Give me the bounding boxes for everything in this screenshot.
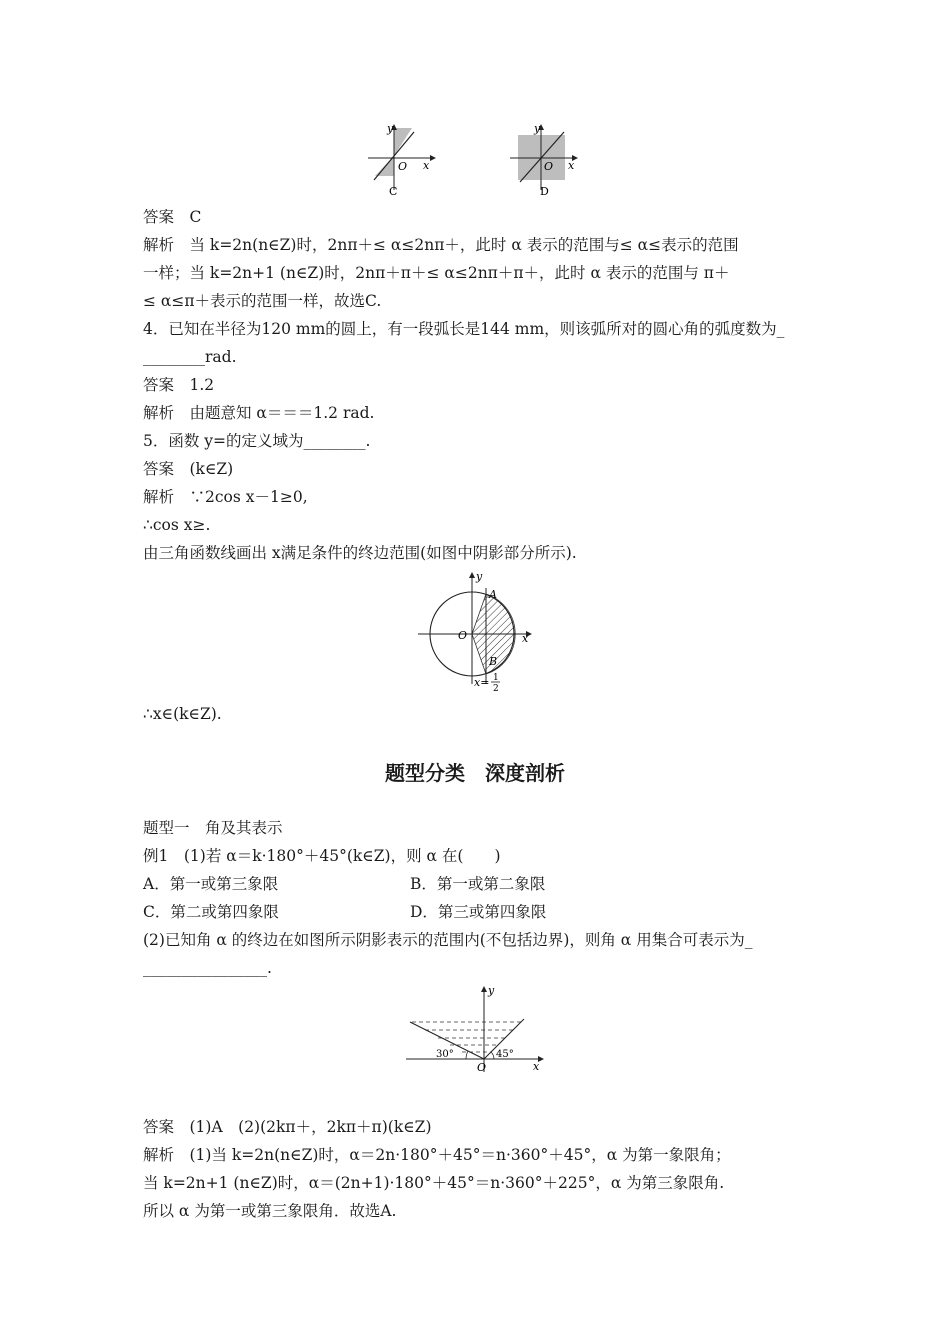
- figure-angle-region: [400, 982, 550, 1074]
- analysis-example-1-line2: 当 k=2n+1 (n∈Z)时，α＝(2n+1)·180°＋45°＝n·360°＋225°，α 为第三象限角.: [143, 1174, 725, 1192]
- analysis-3-line1: 解析 当 k=2n(n∈Z)时，2nπ＋≤ α≤2nπ＋，此时 α 表示的范围与≤ α≤表示的范围: [143, 236, 739, 254]
- analysis-3-line2: 一样；当 k=2n+1 (n∈Z)时，2nπ＋π＋≤ α≤2nπ＋π＋，此时 α 表示的范围与 π＋: [143, 264, 730, 282]
- axis-y-label-circle: y: [476, 570, 483, 583]
- analysis-4: 解析 由题意知 α＝＝＝1.2 rad.: [143, 404, 375, 422]
- option-a: A．第一或第三象限: [143, 875, 279, 893]
- frac-num: 1: [493, 673, 499, 683]
- answer-5: 答案 (k∈Z): [143, 460, 234, 478]
- analysis-example-1-line1: 解析 (1)当 k=2n(n∈Z)时，α＝2n·180°＋45°＝n·360°＋45°，α 为第一象限角；: [143, 1146, 731, 1164]
- analysis-5-line2: ∴cos x≥.: [143, 516, 211, 534]
- analysis-5-conclusion: ∴x∈(k∈Z).: [143, 705, 222, 723]
- option-c: C．第二或第四象限: [143, 903, 279, 921]
- figure-d: [510, 122, 578, 198]
- frac-den: 2: [493, 684, 499, 694]
- axis-x-label-d: x: [568, 159, 575, 172]
- figure-unit-circle: [410, 568, 540, 698]
- angle-label-45: 45°: [496, 1049, 514, 1060]
- axis-y-label-c: y: [387, 122, 394, 135]
- origin-label-angle: O: [477, 1061, 487, 1074]
- analysis-3-line3: ≤ α≤π＋表示的范围一样，故选C.: [143, 292, 382, 310]
- analysis-5-line3: 由三角函数线画出 x满足条件的终边范围(如图中阴影部分所示).: [143, 544, 577, 562]
- axis-x-label-circle: x: [522, 632, 529, 645]
- answer-4: 答案 1.2: [143, 376, 215, 394]
- analysis-5-line1: 解析 ∵2cos x－1≥0,: [143, 488, 308, 506]
- topic-1-title: 题型一 角及其表示: [143, 819, 283, 837]
- question-5: 5．函数 y=的定义域为________.: [143, 432, 371, 450]
- question-4-line2: ________rad.: [143, 348, 237, 366]
- origin-label-circle: O: [458, 629, 468, 642]
- angle-label-30: 30°: [436, 1049, 454, 1060]
- answer-example-1: 答案 (1)A (2)(2kπ＋，2kπ＋π)(k∈Z): [143, 1118, 432, 1136]
- section-heading: 题型分类 深度剖析: [385, 761, 565, 785]
- label-c: C: [389, 185, 398, 198]
- example-1-question: 例1 (1)若 α＝k·180°＋45°(k∈Z)，则 α 在( ): [143, 847, 501, 865]
- analysis-example-1-line3: 所以 α 为第一或第三象限角．故选A.: [143, 1202, 397, 1220]
- axis-x-label-c: x: [423, 159, 430, 172]
- example-1-part2-line2: ________________.: [143, 959, 272, 977]
- axis-y-label-angle: y: [488, 984, 495, 997]
- line-label: x=: [474, 676, 490, 689]
- axis-x-label-angle: x: [533, 1060, 540, 1073]
- origin-label-c: O: [398, 160, 408, 173]
- label-d: D: [540, 185, 549, 198]
- axis-y-label-d: y: [534, 122, 541, 135]
- point-a-label: A: [489, 588, 497, 601]
- option-d: D．第三或第四象限: [410, 903, 547, 921]
- question-4-line1: 4．已知在半径为120 mm的圆上，有一段弧长是144 mm，则该弧所对的圆心角的弧度数为_: [143, 320, 785, 338]
- point-b-label: B: [489, 655, 498, 668]
- example-1-part2-line1: (2)已知角 α 的终边在如图所示阴影表示的范围内(不包括边界)，则角 α 用集合可表示为_: [143, 931, 753, 949]
- option-b: B．第一或第二象限: [410, 875, 546, 893]
- origin-label-d: O: [544, 160, 554, 173]
- figure-c: [368, 122, 436, 198]
- figure-cd: [360, 118, 590, 200]
- answer-3: 答案 C: [143, 208, 202, 226]
